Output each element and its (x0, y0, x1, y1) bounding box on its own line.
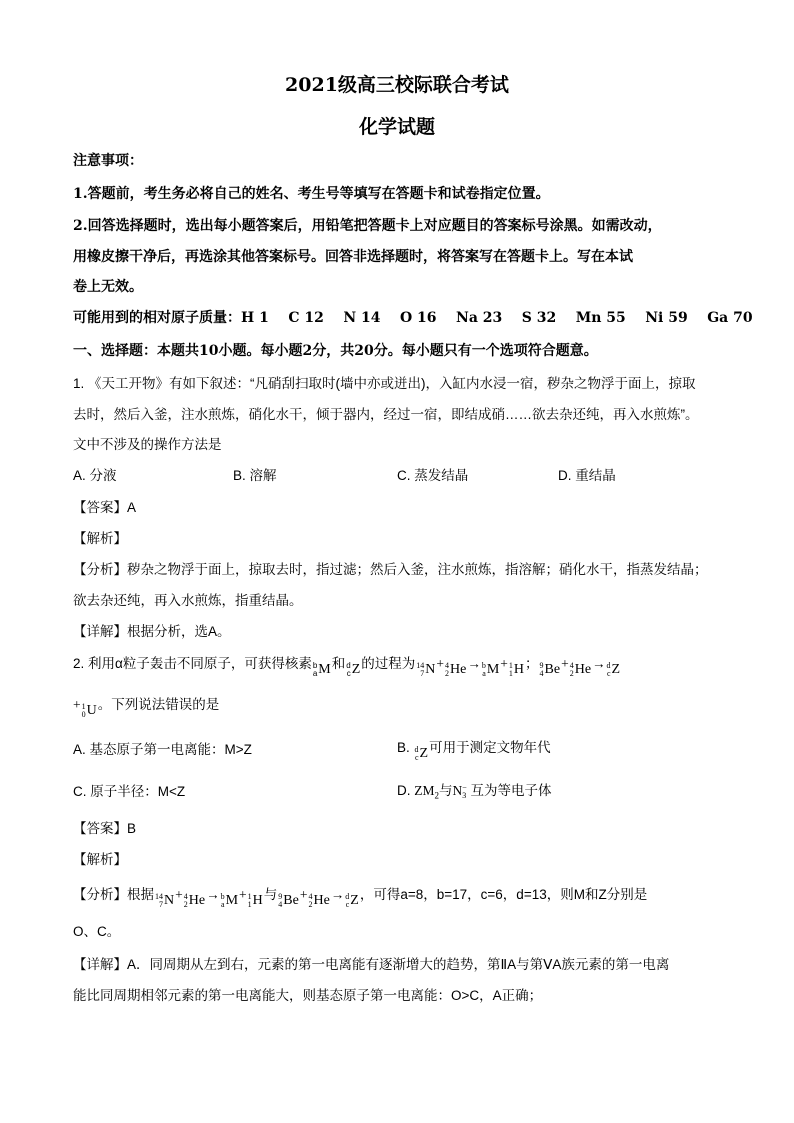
q1-fenxi-line2: 欲去杂还纯，再入水煎炼，指重结晶。 (73, 593, 303, 608)
q2-option-a: A. 基态原子第一电离能：M>Z (73, 742, 252, 757)
notice-item-1: 1.答题前，考生务必将自己的姓名、考生号等填写在答题卡和试卷指定位置。 (73, 186, 550, 202)
q1-stem-line1: 1. 《天工开物》有如下叙述：“凡硝刮扫取时(墙中亦或迸出)，入缸内水浸一宿，秽杂之物浮于面上，掠取 (73, 376, 696, 391)
q1-detail: 【详解】根据分析，选A。 (73, 624, 231, 639)
notice-item-2-line2: 用橡皮擦干净后，再选涂其他答案标号。回答非选择题时，将答案写在答题卡上。写在本试 (73, 249, 633, 265)
q2-option-d: D. $ZM_2$与N − 3 互为等电子体 (397, 782, 552, 801)
q1-fenxi-line1: 【分析】秽杂之物浮于面上，掠取去时，指过滤；然后入釜，注水煎炼，指溶解；硝化水干，指蒸发结晶； (73, 562, 708, 577)
notice-item-2-line3: 卷上无效。 (73, 279, 143, 295)
q1-option-d: D. 重结晶 (558, 468, 616, 483)
q1-stem-line3: 文中不涉及的操作方法是 (73, 437, 222, 452)
q2-stem-line2: + 1 0 U 。下列说法错误的是 (73, 697, 220, 719)
q2-answer: 【答案】B (73, 821, 137, 836)
q2-stem-line1: 2. 利用α粒子轰击不同原子，可获得核素 b a M 和 d c Z 的过程为 14 7 N + 4 2 He → b a M + 1 1 H ； 9 4 Be + 4 2 He → d c Z (73, 656, 621, 678)
q1-option-a: A. 分液 (73, 468, 117, 483)
nuclear-reaction-1: 14 7 N + 4 2 He → b a M + 1 1 H (416, 656, 525, 678)
nuclear-reaction-2: 9 4 Be + 4 2 He → d c Z (539, 656, 621, 678)
page-subtitle: 化学试题 (358, 116, 435, 138)
q1-stem-line2: 去时，然后入釜，注水煎炼，硝化水干，倾于器内，经过一宿，即结成硝……欲去杂还纯，再入水煎炼”。 (73, 407, 699, 422)
q1-option-c: C. 蒸发结晶 (397, 468, 469, 483)
q1-answer: 【答案】A (73, 500, 137, 515)
q2-detail-line2: 能比同周期相邻元素的第一电离能大，则基态原子第一电离能：O>C，A正确； (73, 988, 543, 1003)
nuclide-Z: d c Z (346, 661, 361, 678)
page-title: 2021级高三校际联合考试 (285, 74, 509, 96)
notice-item-2-line1: 2.回答选择题时，选出每小题答案后，用铅笔把答题卡上对应题目的答案标号涂黑。如需改动， (73, 218, 662, 234)
q2-option-b: B. d c Z 可用于测定文物年代 (397, 740, 551, 762)
q2-analysis-label: 【解析】 (73, 852, 127, 867)
q2-detail-line1: 【详解】A．同周期从左到右，元素的第一电离能有逐渐增大的趋势，第ⅡA与第ⅤA族元素的第一电离 (73, 957, 670, 972)
section-heading: 一、选择题：本题共10小题。每小题2分，共20分。每小题只有一个选项符合题意。 (73, 343, 598, 359)
q1-option-b: B. 溶解 (233, 468, 277, 483)
atomic-masses: 可能用到的相对原子质量：H 1 C 12 N 14 O 16 Na 23 S 32 Mn 55 Ni 59 Ga 70 (73, 310, 753, 326)
nuclide-M: b a M (312, 661, 331, 678)
q2-fenxi-line1: 【分析】根据 14 7 N + 4 2 He → b a M + 1 1 H 与 9 4 Be + 4 2 He → d c Z ，可得a=8，b=17，c=6，d=13，则M和Z分别是 (73, 887, 648, 909)
notice-heading: 注意事项： (73, 153, 143, 169)
q2-fenxi-line2: O、C。 (73, 924, 121, 939)
nuclide-U: 1 0 U (81, 702, 97, 719)
q1-analysis-label: 【解析】 (73, 531, 127, 546)
q2-option-c: C. 原子半径：M<Z (73, 784, 186, 799)
